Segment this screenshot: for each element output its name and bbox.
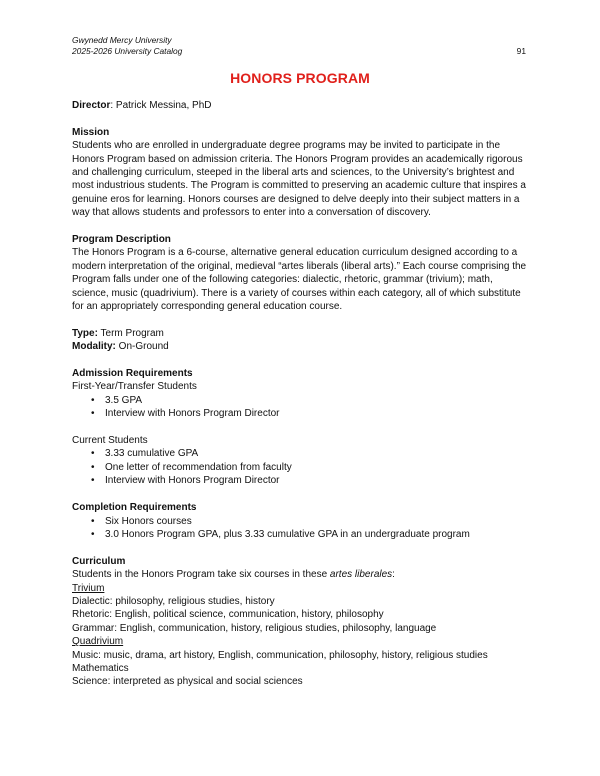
director-line (72, 99, 542, 112)
list-item: • Six Honors courses (91, 515, 192, 527)
modality-line (72, 340, 542, 353)
mission-heading: Mission (72, 126, 110, 138)
list-item: • Interview with Honors Program Director (91, 408, 280, 420)
curriculum-heading: Curriculum (72, 555, 126, 567)
page-title: HONORS PROGRAM (230, 70, 370, 86)
running-header (72, 35, 182, 57)
quadrivium-line: Mathematics (72, 662, 129, 674)
curriculum-intro: Students in the Honors Program take six courses in these artes liberales: (72, 569, 395, 581)
quadrivium-line: Music: music, drama, art history, English, communication, philosophy, history, religious studies (72, 649, 488, 661)
trivium-line: Dialectic: philosophy, religious studies, history (72, 595, 275, 607)
quadrivium-line: Science: interpreted as physical and social sciences (72, 676, 303, 688)
mission-line: Students who are enrolled in undergraduate degree programs may be invited to participate in the (72, 140, 501, 152)
list-item: • 3.33 cumulative GPA (91, 448, 199, 460)
list-item: • One letter of recommendation from faculty (91, 461, 292, 473)
modality-label: Modality: (72, 341, 116, 353)
description-line: The Honors Program is a 6-course, alternative general education curriculum designed according to a (72, 247, 518, 259)
current-students-list (72, 447, 542, 487)
description-line: Program falls under one of the following categories: dialectic, rhetoric, grammar (trivium); math, (72, 274, 493, 286)
completion-list (72, 515, 542, 542)
trivium-label: Trivium (72, 582, 105, 594)
bullet-icon: • (91, 408, 95, 420)
description-line: for an appropriately corresponding general education course. (72, 301, 343, 313)
type-line (72, 327, 542, 340)
catalog-name: 2025-2026 University Catalog (72, 46, 183, 56)
first-year-label: First-Year/Transfer Students (72, 381, 197, 393)
artes-liberales-term: artes liberales (329, 569, 393, 581)
list-item: • 3.5 GPA (91, 394, 143, 406)
bullet-icon: • (91, 528, 95, 540)
mission-line: way that allows students and professors to enter into a conversation of discovery. (72, 207, 431, 219)
quadrivium-label: Quadrivium (72, 636, 124, 648)
director-label: Director (72, 100, 111, 111)
type-label: Type: (72, 327, 98, 339)
description-line: science, music (quadrivium). There is a variety of courses within each category, all of which substitute (72, 287, 521, 299)
list-item: • 3.0 Honors Program GPA, plus 3.33 cumulative GPA in an undergraduate program (91, 528, 470, 540)
bullet-icon: • (91, 394, 95, 406)
trivium-line: Grammar: English, communication, history, religious studies, philosophy, language (72, 622, 437, 634)
description-line: modern interpretation of the original, medieval “artes liberals (liberal arts).” Each course comprising the (72, 260, 527, 272)
program-description-heading: Program Description (72, 234, 171, 246)
institution-name: Gwynedd Mercy University (72, 35, 172, 45)
trivium-line: Rhetoric: English, political science, communication, history, philosophy (72, 609, 384, 621)
completion-heading: Completion Requirements (72, 502, 197, 514)
list-item: • Interview with Honors Program Director (91, 475, 280, 487)
modality-value: On-Ground (115, 341, 169, 353)
bullet-icon: • (91, 475, 95, 487)
admission-heading: Admission Requirements (72, 368, 193, 380)
mission-line: genuine eros for learning. Honors courses are designed to delve deeply into their subject matters in a (72, 193, 520, 205)
page-content (72, 99, 542, 689)
page-number: 91 (516, 46, 526, 56)
type-value: Term Program (97, 327, 164, 339)
director-value: : Patrick Messina, PhD (110, 100, 212, 111)
mission-line: and challenging curriculum, steeped in the liberal arts and sciences, to the University’s brightest and (72, 167, 515, 179)
bullet-icon: • (91, 515, 95, 527)
bullet-icon: • (91, 448, 95, 460)
mission-line: Honors Program based on admission criteria. The Honors Program provides an academically rigorous (72, 153, 523, 165)
bullet-icon: • (91, 461, 95, 473)
current-students-label: Current Students (72, 435, 148, 447)
first-year-list (72, 394, 542, 421)
mission-line: most industrious students. The Program is committed to preserving an academic culture that inspires a (72, 180, 526, 192)
